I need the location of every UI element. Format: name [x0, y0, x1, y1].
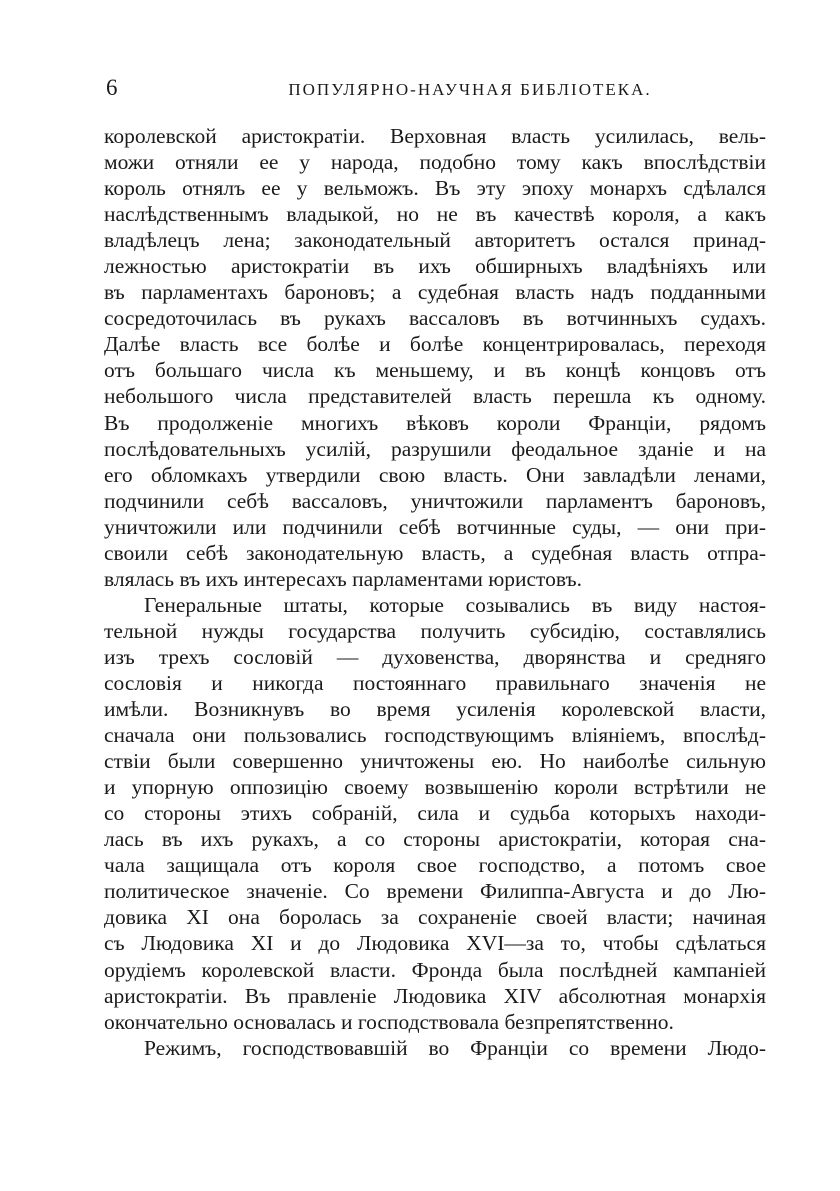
text-line: его обломкахъ утвердили свою власть. Они завладѣли ленами,: [104, 462, 766, 487]
running-title: ПОПУЛЯРНО-НАУЧНАЯ БИБЛІОТЕКА.: [288, 80, 652, 99]
text-line: влялась въ ихъ интересахъ парламентами юристовъ.: [104, 566, 583, 591]
text-line: имѣли. Возникнувъ во время усиленія королевской власти,: [104, 697, 766, 722]
text-line: Режимъ, господствовавшій во Франціи со времени Людо-: [144, 1035, 766, 1060]
text-line: сначала они пользовались господствующимъ вліяніемъ, впослѣд-: [104, 723, 766, 748]
text-line: аристократіи. Въ правленіе Людовика XIV абсолютная монархія: [104, 983, 766, 1008]
text-line: въ парламентахъ бароновъ; а судебная власть надъ подданными: [104, 280, 766, 305]
text-line: можи отняли ее у народа, подобно тому какъ впослѣдствіи: [104, 150, 766, 175]
text-line: Генеральные штаты, которые созывались въ виду настоя-: [144, 592, 766, 617]
text-line: съ Людовика XI и до Людовика XVI—за то, чтобы сдѣлаться: [104, 931, 766, 956]
text-line: со стороны этихъ собраній, сила и судьба которыхъ находи-: [104, 801, 766, 826]
text-line: орудіемъ королевской власти. Фронда была послѣдней кампаніей: [104, 957, 766, 982]
text-line: и упорную оппозицію своему возвышенію короли встрѣтили не: [104, 775, 766, 800]
text-line: королевской аристократіи. Верховная власть усилилась, вель-: [104, 124, 766, 148]
text-line: лежностью аристократіи въ ихъ обширныхъ владѣніяхъ или: [104, 254, 766, 279]
text-line: окончательно основалась и господствовала безпрепятственно.: [104, 1009, 674, 1034]
body-text: [104, 123, 766, 1061]
text-line: тельной нужды государства получить субсидію, составлялись: [104, 618, 766, 643]
page-header: [104, 75, 766, 105]
text-line: уничтожили или подчинили себѣ вотчинные суды, — они при-: [104, 514, 766, 539]
text-line: сословія и никогда постояннаго правильнаго значенія не: [104, 670, 766, 695]
text-line: король отнялъ ее у вельможъ. Въ эту эпоху монархъ сдѣлался: [104, 176, 766, 201]
text-line: отъ большаго числа къ меньшему, и въ концѣ концовъ отъ: [104, 358, 766, 383]
page-number: 6: [106, 75, 118, 100]
text-line: ствіи были совершенно уничтожены ею. Но наиболѣе сильную: [104, 749, 766, 774]
text-line: Въ продолженіе многихъ вѣковъ короли Франціи, рядомъ: [104, 410, 766, 435]
text-line: довика XI она боролась за сохраненіе своей власти; начиная: [104, 905, 766, 930]
text-line: лась въ ихъ рукахъ, а со стороны аристократіи, которая сна-: [104, 827, 766, 852]
text-line: Далѣе власть все болѣе и болѣе концентрировалась, переходя: [104, 332, 766, 357]
text-line: владѣлецъ лена; законодательный авторитетъ остался принад-: [104, 228, 766, 253]
text-line: политическое значеніе. Со времени Филиппа-Августа и до Лю-: [104, 879, 766, 904]
text-line: своили себѣ законодательную власть, а судебная власть отпра-: [104, 540, 766, 565]
text-line: подчинили себѣ вассаловъ, уничтожили парламентъ бароновъ,: [104, 488, 766, 513]
text-line: сосредоточилась въ рукахъ вассаловъ въ вотчинныхъ судахъ.: [104, 306, 766, 331]
text-line: послѣдовательныхъ усилій, разрушили феодальное зданіе и на: [104, 436, 766, 461]
text-line: чала защищала отъ короля свое господство, а потомъ свое: [104, 853, 766, 878]
text-line: наслѣдственнымъ владыкой, но не въ качествѣ короля, а какъ: [104, 202, 766, 227]
text-line: небольшого числа представителей власть перешла къ одному.: [104, 384, 766, 409]
text-line: изъ трехъ сословій — духовенства, дворянства и средняго: [104, 644, 766, 669]
